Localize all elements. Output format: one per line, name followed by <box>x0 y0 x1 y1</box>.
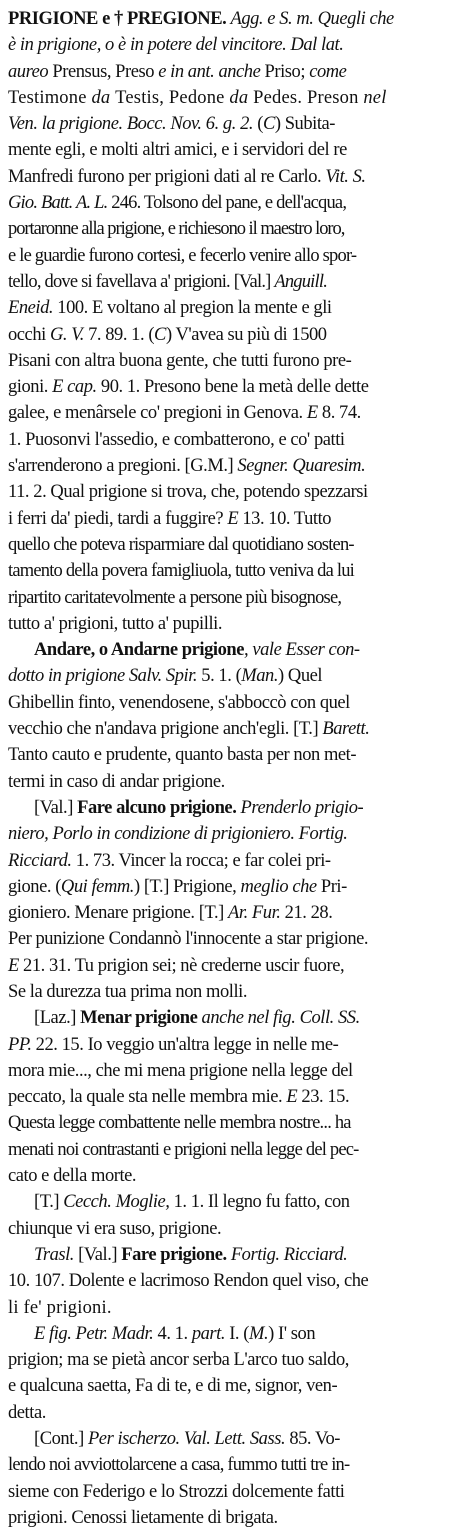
italic-text: E fig. Petr. Madr. <box>34 1323 158 1344</box>
entry-text: gioniero. Menare prigione. [T.] <box>8 903 229 924</box>
entry-text: termi in caso di andar prigione. <box>8 771 225 792</box>
entry-line <box>8 1189 466 1215</box>
entry-text: ) Subita- <box>274 114 336 135</box>
entry-text: cato e della morte. <box>8 1166 137 1187</box>
entry-line <box>8 848 466 874</box>
entry-line <box>8 59 466 85</box>
entry-text: mora mie..., che mi mena prigione nella legge del <box>8 1060 353 1081</box>
entry-text: 1. 1. Il legno fu fatto, con <box>173 1192 350 1213</box>
entry-text: s'arrenderono a pregioni. [G.M.] <box>8 456 238 477</box>
italic-text: niero, Porlo in condizione di prigioniero. Fortig. <box>8 824 348 845</box>
entry-line <box>8 1110 466 1136</box>
entry-line <box>8 1268 466 1294</box>
entry-text: ) [T.] Prigione, <box>133 876 241 897</box>
italic-text: Man. <box>241 666 279 687</box>
entry-text: tutto a' prigioni, tutto a' pupilli. <box>8 613 222 634</box>
italic-text: nel <box>363 87 387 108</box>
italic-text: Trasl. <box>34 1244 79 1265</box>
italic-text: Fortig. Ricciard. <box>230 1244 348 1265</box>
entry-line <box>8 137 466 163</box>
entry-line <box>8 769 466 795</box>
entry-text: 7. 89. 1. ( <box>88 324 155 345</box>
entry-line <box>8 322 466 348</box>
italic-text: Prenderlo prigio- <box>240 797 364 818</box>
entry-text: Per punizione Condannò l'innocente a star prigione. <box>8 929 369 950</box>
entry-line <box>8 85 466 111</box>
entry-text: I. ( <box>229 1323 249 1344</box>
italic-text: come <box>309 61 347 82</box>
entry-text: 100. E voltano al pregion la mente e gli <box>57 298 332 319</box>
entry-text: i ferri da' piedi, tardi a fuggire? <box>8 508 228 529</box>
italic-text: e in ant. anche <box>158 61 265 82</box>
italic-text: E <box>306 403 322 424</box>
entry-text: detta. <box>8 1402 46 1423</box>
entry-text: occhi <box>8 324 50 345</box>
entry-line <box>8 453 466 479</box>
entry-line <box>8 506 466 532</box>
entry-text: 246. Tolsono del pane, e dell'acqua, <box>111 193 347 214</box>
entry-line <box>8 111 466 137</box>
entry-line <box>8 348 466 374</box>
entry-text: Testis, Pedone <box>115 87 230 108</box>
entry-text: ) Quel <box>278 666 323 687</box>
italic-text: M. <box>249 1323 269 1344</box>
entry-line <box>8 427 466 453</box>
dictionary-entry-prigione <box>8 6 466 1531</box>
italic-text: dotto in prigione Salv. Spir. <box>8 666 202 687</box>
italic-text: E <box>227 508 243 529</box>
entry-line <box>8 1084 466 1110</box>
bold-term: Fare prigione. <box>121 1244 231 1265</box>
entry-text: tamento della povera famigliuola, tutto veniva da lui <box>8 561 354 582</box>
italic-text: E <box>286 1087 302 1108</box>
entry-text: 1. Puosonvi l'assedio, e combatterono, e co' patti <box>8 429 345 450</box>
entry-text: Pri- <box>320 876 347 897</box>
entry-line <box>8 1505 466 1531</box>
italic-text: Ven. la prigione. Bocc. Nov. 6. g. 2. <box>8 114 258 135</box>
italic-text: C <box>262 114 275 135</box>
entry-text: 23. 15. <box>301 1087 350 1108</box>
entry-text: prigioni. Cenossi lietamente di brigata. <box>8 1507 278 1528</box>
entry-line <box>8 558 466 584</box>
entry-line <box>8 269 466 295</box>
entry-text: e le guardie furono cortesi, e fecerlo venire allo spor- <box>8 245 357 266</box>
entry-text: [Val.] <box>34 797 78 818</box>
entry-line <box>8 1400 466 1426</box>
entry-line <box>8 742 466 768</box>
entry-text: 1. 73. Vincer la rocca; e far colei pri- <box>75 850 331 871</box>
entry-line <box>8 637 466 663</box>
entry-text: Priso; <box>264 61 310 82</box>
entry-line <box>8 926 466 952</box>
entry-line <box>8 6 466 32</box>
entry-text: tello, dove si favellava a' prigioni. [Val.] <box>8 271 275 292</box>
entry-text: li fe' prigioni. <box>8 1297 112 1318</box>
entry-line <box>8 532 466 558</box>
entry-text: ) V'avea su più di 1500 <box>165 324 327 345</box>
entry-text: 21. 31. Tu prigion sei; nè crederne uscir fuore, <box>23 955 345 976</box>
entry-text: ) I' son <box>268 1323 316 1344</box>
italic-text: da <box>91 87 116 108</box>
entry-line <box>8 1347 466 1373</box>
entry-text: peccato, la quale sta nelle membra mie. <box>8 1087 287 1108</box>
entry-line <box>8 795 466 821</box>
entry-text: [T.] <box>34 1192 64 1213</box>
entry-text: galee, e menârsele co' pregioni in Genova. <box>8 403 307 424</box>
entry-line <box>8 1032 466 1058</box>
entry-line <box>8 585 466 611</box>
italic-text: anche nel fig. Coll. SS. <box>201 1008 360 1029</box>
entry-text: Tanto cauto e prudente, quanto basta per non met- <box>8 745 357 766</box>
entry-line <box>8 821 466 847</box>
italic-text: G. V. <box>50 324 89 345</box>
italic-text: E <box>8 955 24 976</box>
entry-text: Ghibellin finto, venendosene, s'abboccò con quel <box>8 692 350 713</box>
italic-text: Per ischerzo. Val. Lett. Sass. <box>87 1429 290 1450</box>
italic-text: Gio. Batt. A. L. <box>8 193 112 214</box>
entry-line <box>8 32 466 58</box>
entry-text: lendo noi avviottolarcene a casa, fummo tutti tre in- <box>8 1455 350 1476</box>
entry-line <box>8 243 466 269</box>
italic-text: Anguill. <box>274 271 328 292</box>
entry-text: menati noi contrastanti e prigioni nella legge del pec- <box>8 1139 359 1160</box>
bold-term: Fare alcuno prigione. <box>77 797 241 818</box>
entry-text: 10. 107. Dolente e lacrimoso Rendon quel viso, che <box>8 1271 369 1292</box>
entry-text: 90. 1. Presono bene la metà delle dette <box>100 377 369 398</box>
entry-line <box>8 690 466 716</box>
italic-text: Vit. S. <box>325 166 366 187</box>
entry-text: gione. ( <box>8 876 61 897</box>
entry-text: quello che poteva risparmiare dal quotidiano sosten- <box>8 534 354 555</box>
italic-text: da <box>229 87 254 108</box>
bold-term: PRIGIONE e † PREGIONE. <box>8 9 231 29</box>
entry-text: Manfredi furono per prigioni dati al re Carlo. <box>8 166 326 187</box>
entry-line <box>8 1216 466 1242</box>
entry-text: 85. Vo- <box>289 1429 340 1450</box>
entry-line <box>8 1295 466 1321</box>
entry-line <box>8 216 466 242</box>
entry-line <box>8 164 466 190</box>
entry-text: 5. 1. ( <box>201 666 242 687</box>
entry-text: 13. 10. Tutto <box>242 508 332 529</box>
entry-text: gioni. <box>8 377 53 398</box>
italic-text: Segner. Quaresim. <box>237 456 366 477</box>
italic-text: Cecch. Moglie, <box>63 1192 174 1213</box>
italic-text: PP. <box>8 1034 36 1055</box>
entry-line <box>8 953 466 979</box>
entry-line <box>8 900 466 926</box>
italic-text: Agg. e S. m. Quegli che <box>230 9 394 29</box>
italic-text: , vale Esser con- <box>243 640 360 661</box>
entry-text: Prensus, Preso <box>52 61 159 82</box>
entry-text: vecchio che n'andava prigione anch'egli. [T.] <box>8 719 323 740</box>
italic-text: E cap. <box>52 377 101 398</box>
entry-line <box>8 374 466 400</box>
italic-text: C <box>154 324 166 345</box>
entry-text: 4. 1. <box>157 1323 192 1344</box>
entry-text: ( <box>257 114 263 135</box>
entry-text: Questa legge combattente nelle membra nostre... ha <box>8 1113 351 1134</box>
entry-text: [Cont.] <box>34 1429 88 1450</box>
bold-term: Andare, o Andarne prigione <box>34 640 244 661</box>
entry-text: portaronne alla prigione, e richiesono il maestro loro, <box>8 219 345 240</box>
italic-text: Eneid. <box>8 298 58 319</box>
entry-text: 22. 15. Io veggio un'altra legge in nelle me- <box>35 1034 339 1055</box>
entry-line <box>8 874 466 900</box>
italic-text: Barett. <box>322 719 370 740</box>
entry-text: 11. 2. Qual prigione si trova, che, potendo spezzarsi <box>8 482 368 503</box>
entry-text: chiunque vi era suso, prigione. <box>8 1218 222 1239</box>
entry-text: Pisani con altra buona gente, che tutti furono pre- <box>8 350 352 371</box>
entry-text: 8. 74. <box>321 403 361 424</box>
italic-text: Ar. Fur. <box>228 903 285 924</box>
entry-text: ripartito caritatevolmente a persone più bisognose, <box>8 587 342 608</box>
entry-text: 21. 28. <box>284 903 333 924</box>
entry-line <box>8 611 466 637</box>
entry-text: mente egli, e molti altri amici, e i servidori del re <box>8 140 347 161</box>
entry-line <box>8 1373 466 1399</box>
entry-line <box>8 1426 466 1452</box>
entry-line <box>8 479 466 505</box>
italic-text: aureo <box>8 61 53 82</box>
italic-text: Ricciard. <box>8 850 76 871</box>
entry-text: Se la durezza tua prima non molli. <box>8 981 247 1002</box>
entry-line <box>8 190 466 216</box>
entry-line <box>8 400 466 426</box>
entry-text: Pedes. Preson <box>253 87 364 108</box>
entry-line <box>8 1137 466 1163</box>
entry-line <box>8 295 466 321</box>
entry-text: prigion; ma se pietà ancor serba L'arco tuo saldo, <box>8 1350 349 1371</box>
italic-text: part. <box>191 1323 230 1344</box>
italic-text: meglio che <box>240 876 321 897</box>
entry-line <box>8 979 466 1005</box>
entry-line <box>8 1242 466 1268</box>
italic-text: è in prigione, o è in potere del vincitore. Dal lat. <box>8 35 344 56</box>
entry-line <box>8 1163 466 1189</box>
entry-text: e qualcuna saetta, Fa di te, e di me, signor, ven- <box>8 1376 338 1397</box>
bold-term: Menar prigione <box>80 1008 202 1029</box>
entry-line <box>8 1479 466 1505</box>
entry-text: [Val.] <box>78 1244 122 1265</box>
entry-line <box>8 716 466 742</box>
entry-text: sieme con Federigo e lo Strozzi dolcemente fatti <box>8 1481 345 1502</box>
entry-text: [Laz.] <box>34 1008 81 1029</box>
entry-line <box>8 1452 466 1478</box>
entry-line <box>8 1321 466 1347</box>
entry-line <box>8 1005 466 1031</box>
italic-text: Qui femm. <box>60 876 134 897</box>
entry-line <box>8 663 466 689</box>
entry-text: Testimone <box>8 87 92 108</box>
entry-line <box>8 1058 466 1084</box>
